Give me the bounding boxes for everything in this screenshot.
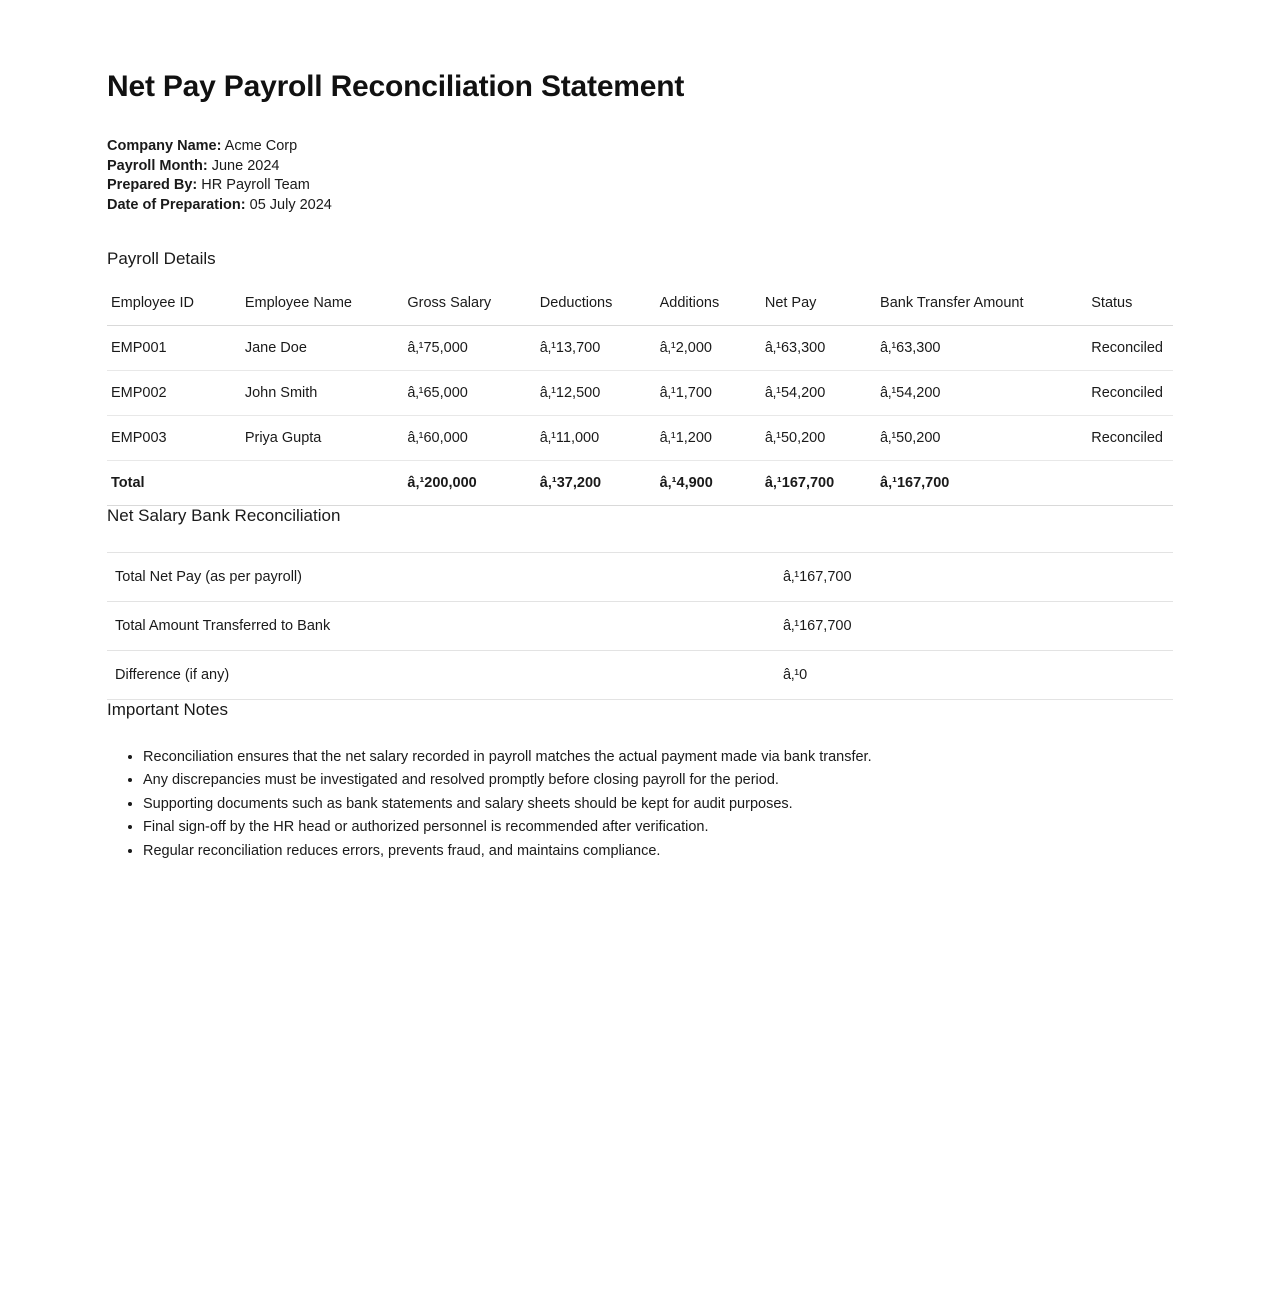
- cell-recon-label: Difference (if any): [107, 650, 783, 699]
- meta-row-company: [107, 138, 1173, 156]
- meta-label-date: Date of Preparation:: [107, 197, 246, 214]
- column-header-additions: Additions: [656, 295, 761, 326]
- list-item: • Final sign-off by the HR head or authorized personnel is recommended after verification.: [143, 816, 1173, 838]
- page-title: Net Pay Payroll Reconciliation Statement: [107, 70, 685, 103]
- table-row: [107, 601, 1173, 650]
- cell-recon-value: â‚¹0: [783, 650, 1173, 699]
- cell-gross-salary: â‚¹75,000: [403, 325, 535, 370]
- cell-additions: â‚¹1,200: [656, 415, 761, 460]
- table-row: [107, 325, 1173, 370]
- meta-label-prepared-by: Prepared By:: [107, 177, 198, 194]
- cell-total-name: [241, 460, 404, 505]
- cell-gross-salary: â‚¹60,000: [403, 415, 535, 460]
- column-header-employee-id: Employee ID: [107, 295, 241, 326]
- cell-net-pay: â‚¹63,300: [761, 325, 876, 370]
- list-item: • Supporting documents such as bank statements and salary sheets should be kept for audit purposes.: [143, 793, 1173, 815]
- cell-net-pay: â‚¹50,200: [761, 415, 876, 460]
- cell-total-gross-salary: â‚¹200,000: [403, 460, 535, 505]
- section-title-payroll-details: Payroll Details: [107, 248, 216, 268]
- status-badge: Reconciled: [1087, 370, 1173, 415]
- cell-total-additions: â‚¹4,900: [656, 460, 761, 505]
- meta-row-date: [107, 197, 1173, 215]
- column-header-deductions: Deductions: [536, 295, 656, 326]
- table-row: [107, 650, 1173, 699]
- meta-row-prepared-by: [107, 177, 1173, 195]
- cell-employee-name: Priya Gupta: [241, 415, 404, 460]
- important-notes-list: [107, 746, 1173, 862]
- payroll-details-table: [107, 295, 1173, 506]
- list-item: • Reconciliation ensures that the net salary recorded in payroll matches the actual payment made via bank transfer.: [143, 746, 1173, 768]
- cell-employee-id: EMP001: [107, 325, 241, 370]
- cell-total-label: Total: [107, 460, 241, 505]
- meta-value-prepared-by: HR Payroll Team: [201, 177, 310, 194]
- column-header-net-pay: Net Pay: [761, 295, 876, 326]
- cell-total-net-pay: â‚¹167,700: [761, 460, 876, 505]
- cell-bank-transfer-amount: â‚¹50,200: [876, 415, 1087, 460]
- cell-additions: â‚¹1,700: [656, 370, 761, 415]
- column-header-status: Status: [1087, 295, 1173, 326]
- cell-deductions: â‚¹13,700: [536, 325, 656, 370]
- cell-employee-id: EMP002: [107, 370, 241, 415]
- meta-value-payroll-month: June 2024: [211, 157, 280, 174]
- status-badge: Reconciled: [1087, 415, 1173, 460]
- column-header-employee-name: Employee Name: [241, 295, 404, 326]
- status-badge: Reconciled: [1087, 325, 1173, 370]
- meta-label-company: Company Name:: [107, 138, 222, 154]
- column-header-bank-transfer-amount: Bank Transfer Amount: [876, 295, 1087, 326]
- cell-recon-label: Total Amount Transferred to Bank: [107, 601, 783, 650]
- table-row: [107, 370, 1173, 415]
- table-row: [107, 415, 1173, 460]
- cell-bank-transfer-amount: â‚¹63,300: [876, 325, 1087, 370]
- list-item: • Any discrepancies must be investigated and resolved promptly before closing payroll for the period.: [143, 769, 1173, 791]
- cell-total-deductions: â‚¹37,200: [536, 460, 656, 505]
- meta-value-date: 05 July 2024: [249, 197, 332, 214]
- table-total-row: [107, 460, 1173, 505]
- cell-recon-value: â‚¹167,700: [783, 601, 1173, 650]
- cell-net-pay: â‚¹54,200: [761, 370, 876, 415]
- meta-label-payroll-month: Payroll Month:: [107, 157, 208, 174]
- table-header-row: [107, 295, 1173, 326]
- document-meta: [107, 138, 1173, 215]
- list-item: • Regular reconciliation reduces errors, prevents fraud, and maintains compliance.: [143, 840, 1173, 862]
- cell-total-bank-transfer-amount: â‚¹167,700: [876, 460, 1087, 505]
- meta-value-company: Acme Corp: [224, 138, 298, 154]
- column-header-gross-salary: Gross Salary: [403, 295, 535, 326]
- section-title-bank-reconciliation: Net Salary Bank Reconciliation: [107, 505, 341, 525]
- meta-row-payroll-month: [107, 158, 1173, 176]
- cell-recon-label: Total Net Pay (as per payroll): [107, 552, 783, 601]
- cell-employee-name: Jane Doe: [241, 325, 404, 370]
- cell-bank-transfer-amount: â‚¹54,200: [876, 370, 1087, 415]
- cell-additions: â‚¹2,000: [656, 325, 761, 370]
- section-title-important-notes: Important Notes: [107, 699, 228, 719]
- cell-employee-id: EMP003: [107, 415, 241, 460]
- cell-total-status: [1087, 460, 1173, 505]
- cell-deductions: â‚¹11,000: [536, 415, 656, 460]
- table-row: [107, 552, 1173, 601]
- bank-reconciliation-table: [107, 552, 1173, 700]
- cell-employee-name: John Smith: [241, 370, 404, 415]
- cell-gross-salary: â‚¹65,000: [403, 370, 535, 415]
- cell-recon-value: â‚¹167,700: [783, 552, 1173, 601]
- cell-deductions: â‚¹12,500: [536, 370, 656, 415]
